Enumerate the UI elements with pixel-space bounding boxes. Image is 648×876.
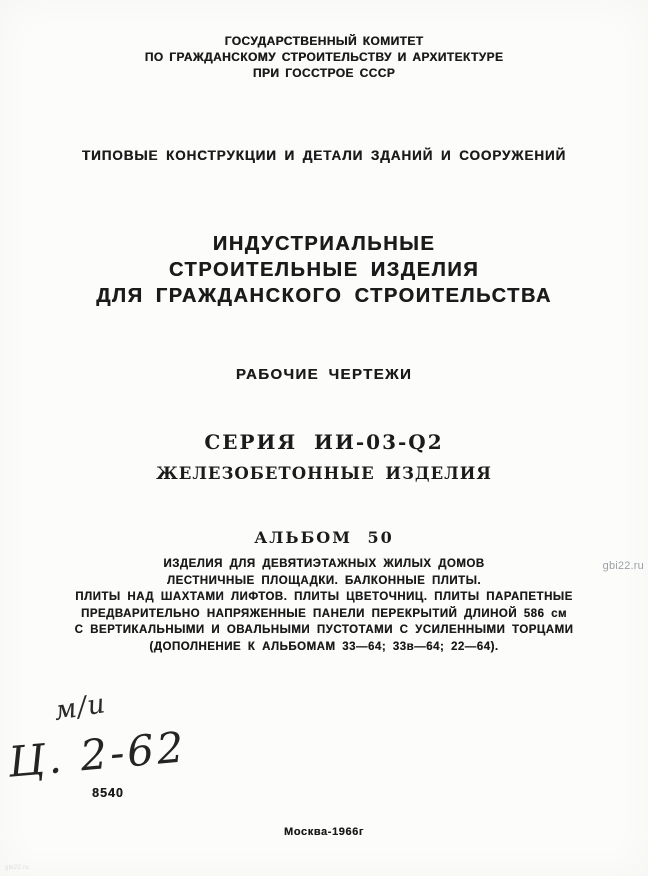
description-line: С ВЕРТИКАЛЬНЫМИ И ОВАЛЬНЫМИ ПУСТОТАМИ С УСИЛЕННЫМИ ТОРЦАМИ xyxy=(74,624,574,636)
series-designation: СЕРИЯ ИИ-03-Q2 xyxy=(204,430,444,454)
material-heading: ЖЕЛЕЗОБЕТОННЫЕ ИЗДЕЛИЯ xyxy=(156,464,492,483)
contents-description xyxy=(0,556,648,655)
handwritten-index-number: Ц. 2-62 xyxy=(6,722,189,787)
committee-line-3: ПРИ ГОССТРОЕ СССР xyxy=(252,66,396,80)
title-line-3: ДЛЯ ГРАЖДАНСКОГО СТРОИТЕЛЬСТВА xyxy=(96,285,552,307)
description-line: (ДОПОЛНЕНИЕ К АЛЬБОМАМ 33—64; 33в—64; 22—64). xyxy=(149,640,499,653)
corner-watermark: gbi22.ru xyxy=(5,865,30,871)
print-order-number: 8540 xyxy=(92,786,124,800)
committee-line-1: ГОСУДАРСТВЕННЫЙ КОМИТЕТ xyxy=(224,34,424,48)
title-line-1: ИНДУСТРИАЛЬНЫЕ xyxy=(212,233,436,255)
committee-header xyxy=(0,33,648,81)
description-line: ЛЕСТНИЧНЫЕ ПЛОЩАДКИ. БАЛКОННЫЕ ПЛИТЫ. xyxy=(166,574,482,587)
working-drawings-subtitle: РАБОЧИЕ ЧЕРТЕЖИ xyxy=(235,366,413,383)
description-line: ПРЕДВАРИТЕЛЬНО НАПРЯЖЕННЫЕ ПАНЕЛИ ПЕРЕКРЫТИЙ ДЛИНОЙ 586 см xyxy=(81,607,567,620)
site-watermark: gbi22.ru xyxy=(602,560,644,572)
document-title xyxy=(0,231,648,309)
imprint-city-year: Москва-1966г xyxy=(283,826,364,838)
committee-line-2: ПО ГРАЖДАНСКОМУ СТРОИТЕЛЬСТВУ И АРХИТЕКТУРЕ xyxy=(144,50,504,64)
handwritten-mark-top: м/и xyxy=(51,688,108,727)
description-line: ПЛИТЫ НАД ШАХТАМИ ЛИФТОВ. ПЛИТЫ ЦВЕТОЧНИЦ. ПЛИТЫ ПАРАПЕТНЫЕ xyxy=(75,591,573,603)
title-line-2: СТРОИТЕЛЬНЫЕ ИЗДЕЛИЯ xyxy=(168,259,480,281)
description-line: ИЗДЕЛИЯ ДЛЯ ДЕВЯТИЭТАЖНЫХ ЖИЛЫХ ДОМОВ xyxy=(163,558,485,570)
album-heading: АЛЬБОМ 50 xyxy=(254,528,394,547)
series-banner: ТИПОВЫЕ КОНСТРУКЦИИ И ДЕТАЛИ ЗДАНИЙ И СООРУЖЕНИЙ xyxy=(81,148,567,163)
